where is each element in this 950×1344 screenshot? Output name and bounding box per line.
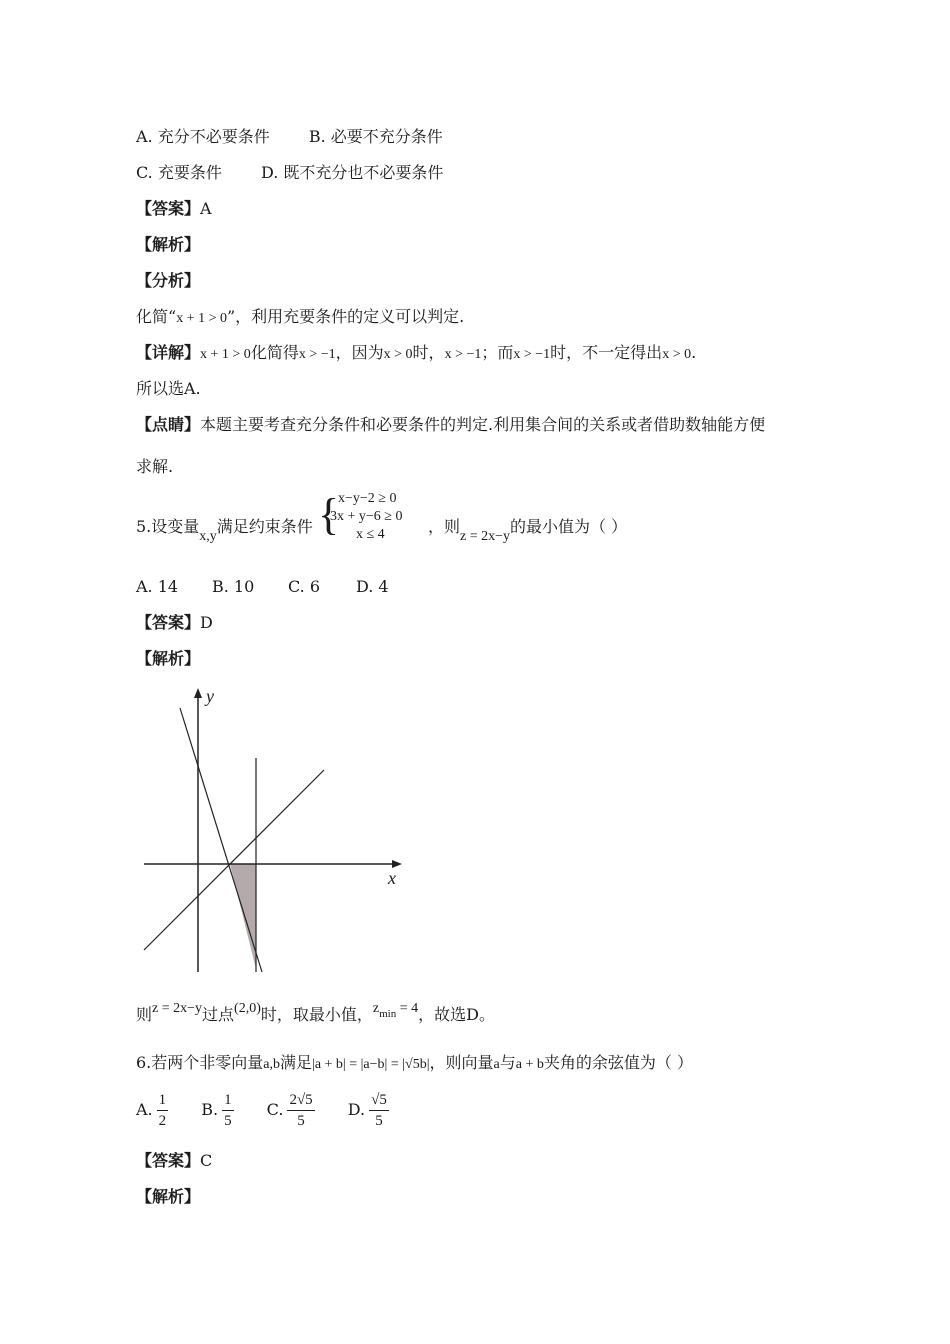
q4-analysis-label: 【解析】 [136, 235, 201, 254]
math-inline: x > −1 [513, 347, 551, 362]
text-fragment: 则 [136, 1005, 153, 1024]
text-fragment: ”，利用充要条件的定义可以判定. [226, 307, 465, 326]
q6-option-c-label: C. [266, 1100, 284, 1119]
q4-option-d: D. 既不充分也不必要条件 [260, 163, 444, 182]
q6-options [136, 1088, 393, 1132]
math-inline: x > 0 [662, 347, 692, 362]
q6-option-d-label: D. [347, 1100, 366, 1119]
q6-option-a-fraction [157, 1090, 169, 1131]
answer-value: D [200, 613, 213, 632]
detail-label: 【详解】 [136, 343, 201, 362]
text-fragment: 满足约束条件 [216, 517, 313, 536]
text-fragment: 化简“ [136, 307, 177, 326]
text-fragment: ，则 [428, 517, 461, 536]
q4-dianjing [136, 414, 765, 436]
math-inline: z = 2x−y [152, 1001, 203, 1016]
math-inline: x > 0 [383, 347, 413, 362]
q6-answer [136, 1150, 212, 1172]
text-fragment: 的最小值为（ ） [510, 517, 628, 536]
denominator: 5 [375, 1113, 383, 1129]
q4-options-row-1 [136, 126, 443, 148]
q5-option-a: A. 14 [136, 577, 179, 596]
text-fragment: ，则向量 [429, 1053, 494, 1072]
math-inline: a [493, 1057, 500, 1072]
text-fragment: ；而 [481, 343, 514, 362]
text-fragment: ，因为 [335, 343, 384, 362]
numerator: 1 [157, 1090, 169, 1111]
line-x-minus-y-minus-2 [144, 770, 324, 950]
q4-option-b: B. 必要不充分条件 [308, 127, 443, 146]
q4-answer [136, 198, 212, 220]
q4-option-c: C. 充要条件 [136, 163, 222, 182]
q5-options [136, 576, 389, 598]
q5-option-b: B. 10 [212, 577, 255, 596]
numerator: 1 [222, 1090, 234, 1111]
constraint-brace: { [318, 490, 340, 539]
numerator: √5 [369, 1090, 389, 1111]
x-axis-label: x [388, 868, 396, 888]
q6-option-a-label: A. [136, 1100, 153, 1119]
q5-answer [136, 612, 213, 634]
q4-choose: 所以选A. [136, 379, 201, 398]
denominator: 5 [297, 1113, 305, 1129]
answer-label: 【答案】 [136, 613, 201, 632]
q6-option-b-label: B. [201, 1100, 219, 1119]
text-fragment: ，故选D。 [418, 1005, 495, 1024]
q5-stem-tail [428, 516, 628, 544]
q5-stem [136, 516, 313, 544]
text-fragment: 时， [412, 343, 445, 362]
q5-analysis-label: 【解析】 [136, 649, 201, 668]
math-inline: x,y [199, 529, 217, 544]
text-fragment: 时，取最小值， [260, 1005, 373, 1024]
dianjing-label: 【点睛】 [136, 415, 201, 434]
numerator: 2√5 [287, 1090, 314, 1111]
q5-option-d: D. 4 [356, 577, 389, 596]
constraint-1: x−y−2 ≥ 0 [338, 491, 397, 506]
y-axis-label: y [206, 686, 214, 706]
line-3x-plus-y-minus-6 [180, 708, 262, 972]
subscript: min [379, 1008, 397, 1020]
q4-fenxi-label: 【分析】 [136, 271, 201, 290]
q4-dianjing-cont: 求解. [136, 457, 174, 476]
q4-option-a: A. 充分不必要条件 [136, 127, 270, 146]
math-inline: a + b [515, 1057, 544, 1072]
answer-label: 【答案】 [136, 199, 201, 218]
text-fragment: 与 [499, 1053, 516, 1072]
math-inline [372, 1001, 419, 1020]
denominator: 5 [224, 1113, 232, 1129]
math-inline: |a + b| = |a−b| = |√5b| [312, 1057, 430, 1072]
q5-option-c: C. 6 [288, 577, 321, 596]
text-fragment: 6.若两个非零向量 [136, 1053, 264, 1072]
answer-label: 【答案】 [136, 1151, 201, 1170]
q6-option-c-fraction [287, 1090, 314, 1131]
constraint-3: x ≤ 4 [356, 527, 385, 542]
q4-options-row-2 [136, 162, 443, 184]
x-axis-arrow [392, 860, 402, 868]
denominator: 2 [158, 1113, 167, 1129]
text-fragment: 夹角的余弦值为（ ） [543, 1053, 693, 1072]
text-fragment: 时，不一定得出 [550, 343, 663, 362]
text-fragment: 过点 [202, 1005, 235, 1024]
q5-solution [136, 1001, 495, 1028]
answer-value: C [200, 1151, 213, 1170]
math-inline: x + 1 > 0 [200, 347, 251, 362]
q4-detail [136, 342, 696, 366]
constraint-2: 3x + y−6 ≥ 0 [330, 509, 403, 524]
answer-value: A [200, 199, 212, 218]
text-fragment: 满足 [280, 1053, 313, 1072]
text-fragment: 5.设变量 [136, 517, 200, 536]
q6-stem [136, 1052, 693, 1076]
math-inline: z = 2x−y [460, 529, 511, 544]
math-value: = 4 [396, 1001, 419, 1016]
math-inline: x > −1 [444, 347, 482, 362]
z-symbol: z [372, 1001, 380, 1016]
math-inline: (2,0) [234, 1001, 261, 1016]
q4-fenxi-text [136, 306, 464, 330]
text-fragment: 化简得 [250, 343, 299, 362]
q6-analysis-label: 【解析】 [136, 1187, 201, 1206]
math-inline: x > −1 [298, 347, 336, 362]
q6-option-b-fraction [222, 1090, 234, 1131]
text-fragment: . [691, 343, 697, 362]
q6-option-d-fraction [369, 1090, 389, 1131]
feasible-region-graph [136, 680, 416, 980]
math-inline: a,b [263, 1057, 280, 1072]
dianjing-text: 本题主要考查充分条件和必要条件的判定.利用集合间的关系或者借助数轴能方便 [200, 415, 766, 434]
y-axis-arrow [194, 688, 202, 698]
math-inline: x + 1 > 0 [176, 311, 227, 326]
